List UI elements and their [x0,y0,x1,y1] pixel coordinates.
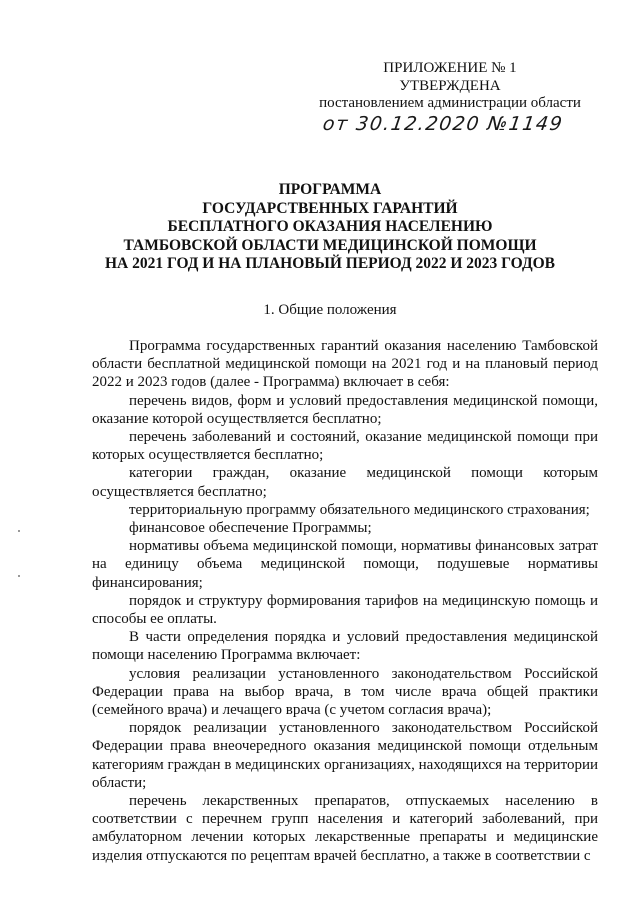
paragraph: финансовое обеспечение Программы; [129,520,372,537]
title-line-2: ГОСУДАРСТВЕННЫХ ГАРАНТИЙ [202,199,458,217]
paragraph: территориальную программу обязательного медицинского страхования; [129,501,590,518]
title-line-5: НА 2021 ГОД И НА ПЛАНОВЫЙ ПЕРИОД 2022 И 2023 ГОДОВ [105,255,555,272]
body-text [92,337,598,865]
appendix-number: ПРИЛОЖЕНИЕ № 1 [383,60,517,76]
approval-block [300,60,600,113]
paragraph: порядок и структуру формирования тарифов на медицинскую помощь и способы ее оплаты. [92,592,598,628]
paragraph: категории граждан, оказание медицинской помощи которым осуществляется бесплатно; [92,465,598,500]
paragraph: условия реализации установленного законодательством Российской Федерации права на выбор врача, в том числе врача общей практики (семейного врача) и лечащего врача (с учетом согласия врача); [92,665,598,719]
approved-by: постановлением администрации области [319,95,581,111]
title-line-4: ТАМБОВСКОЙ ОБЛАСТИ МЕДИЦИНСКОЙ ПОМОЩИ [123,236,537,254]
approved-label: УТВЕРЖДЕНА [399,77,501,94]
paragraph: В части определения порядка и условий предоставления медицинской помощи населению Программа включает: [92,629,598,664]
paragraph: Программа государственных гарантий оказания населению Тамбовской области бесплатной медицинской помощи на 2021 год и на плановый период 2022 и 2023 годов (далее - Программа) включает в себя: [92,338,598,391]
scan-speck [18,530,20,532]
paragraph: перечень заболеваний и состояний, оказание медицинской помощи при которых осуществляется бесплатно; [92,429,598,464]
handwritten-date-number: от 30.12.2020 №1149 [321,113,565,135]
paragraph: порядок реализации установленного законодательством Российской Федерации права внеочередного оказания медицинской помощи отдельным категориям граждан в медицинских организациях, находящихся на территории области; [92,720,598,791]
paragraph: перечень лекарственных препаратов, отпускаемых населению в соответствии с перечнем групп населения и категорий заболеваний, при амбулаторном лечении которых лекарственные препараты и медицинские изделия отпускаются по рецептам врачей бесплатно, а также в соответствии с [92,793,598,864]
title-line-1: ПРОГРАММА [278,181,382,198]
paragraph: перечень видов, форм и условий предоставления медицинской помощи, оказание которой осуществляется бесплатно; [92,392,598,427]
paragraph: нормативы объема медицинской помощи, нормативы финансовых затрат на единицу объема медицинской помощи, подушевые нормативы финансирования; [92,538,598,591]
document-title [70,181,590,274]
title-line-3: БЕСПЛАТНОГО ОКАЗАНИЯ НАСЕЛЕНИЮ [167,218,493,235]
scan-speck [18,575,20,577]
section-heading: 1. Общие положения [263,302,397,318]
